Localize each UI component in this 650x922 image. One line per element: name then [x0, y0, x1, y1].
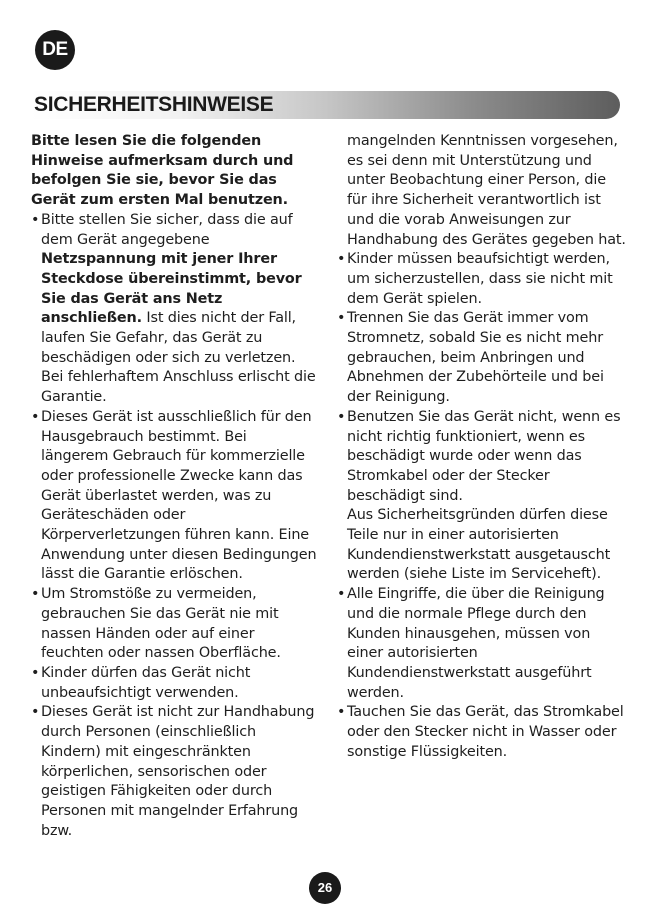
list-item-electric-shock: • Um Stromstöße zu vermeiden, gebrauchen Sie das Gerät nie mit nassen Händen oder auf einer feuchten oder nassen Oberfläche. — [31, 585, 317, 664]
list-item-damaged-device: • Benutzen Sie das Gerät nicht, wenn es nicht richtig funktioniert, wenn es beschädigt wurde oder wenn das Stromkabel oder der Stecker beschädigt sind. — [337, 408, 627, 507]
list-item-text: Bitte stellen Sie sicher, dass die auf dem Gerät angegebene — [41, 211, 293, 248]
list-item-restricted-persons-continued: mangelnden Kenntnissen vorgesehen, es sei denn mit Unterstützung und unter Beobachtung einer Person, die für ihre Sicherheit verantwortlich ist und die vorab Anweisungen zur Handhabung des Gerätes gegeben hat. — [347, 133, 626, 248]
list-item-restricted-persons: • Dieses Gerät ist nicht zur Handhabung durch Personen (einschließlich Kindern) mit eingeschränkten körperlichen, sensorischen oder geistigen Fähigkeiten oder durch Personen mit mangelnder Erfahrung bzw. — [31, 703, 317, 841]
list-item-text: Ist dies nicht der Fall, laufen Sie Gefahr, das Gerät zu beschädigen oder sich zu verletzen. Bei fehlerhaftem Anschluss erlischt die Garantie. — [41, 310, 316, 406]
list-item-voltage — [31, 211, 317, 408]
page-title: SICHERHEITSHINWEISE — [34, 93, 274, 116]
list-item-bold-text: Netzspannung mit jener Ihrer Steckdose übereinstimmt, bevor Sie das Gerät ans Netz anschließen. — [41, 251, 302, 327]
list-item-children-supervised: • Kinder müssen beaufsichtigt werden, um sicherzustellen, dass sie nicht mit dem Gerät spielen. — [337, 250, 627, 309]
list-item-children-unsupervised: • Kinder dürfen das Gerät nicht unbeaufsichtigt verwenden. — [31, 664, 317, 703]
list-item-household-use: • Dieses Gerät ist ausschließlich für den Hausgebrauch bestimmt. Bei längerem Gebrauch für kommerzielle oder professionelle Zwecke kann das Gerät überlastet werden, was zu Geräteschäden oder Körperverletzungen führen kann. Eine Anwendung unter diesen Bedingungen lässt die Garantie erlöschen. — [31, 408, 317, 585]
right-column — [337, 132, 627, 763]
intro-text: Bitte lesen Sie die folgenden Hinweise aufmerksam durch und befolgen Sie sie, bevor Sie das Gerät zum ersten Mal benutzen. — [31, 133, 294, 209]
list-item-water: • Tauchen Sie das Gerät, das Stromkabel oder den Stecker nicht in Wasser oder sonstige Flüssigkeiten. — [337, 703, 627, 762]
page-number: 26 — [309, 872, 341, 904]
list-item-damaged-device-note: Aus Sicherheitsgründen dürfen diese Teile nur in einer autorisierten Kundendienstwerkstatt ausgetauscht werden (siehe Liste im Serviceheft). — [347, 507, 611, 583]
list-item-disconnect: • Trennen Sie das Gerät immer vom Stromnetz, sobald Sie es nicht mehr gebrauchen, beim Anbringen und Abnehmen der Zubehörteile und bei der Reinigung. — [337, 309, 627, 408]
language-badge: DE — [35, 30, 75, 70]
left-column — [31, 132, 317, 841]
list-item-service: • Alle Eingriffe, die über die Reinigung und die normale Pflege durch den Kunden hinausgehen, müssen von einer autorisierten Kundendienstwerkstatt ausgeführt werden. — [337, 585, 627, 703]
